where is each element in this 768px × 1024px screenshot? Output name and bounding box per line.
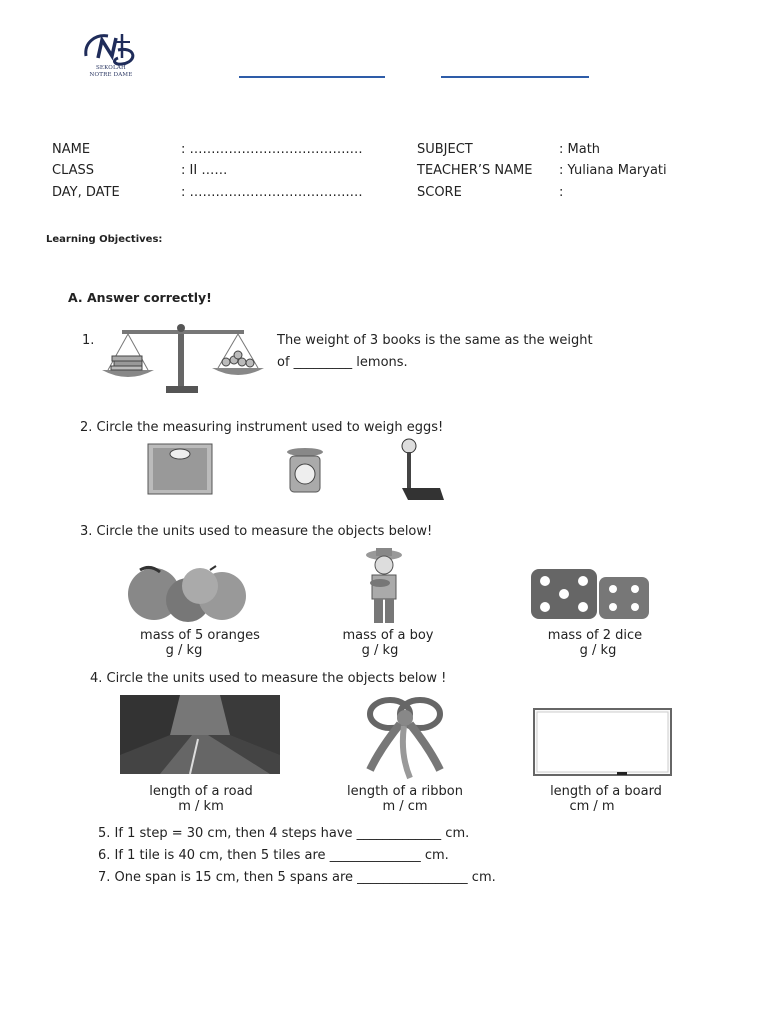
q4-units-board[interactable]: cm / m (569, 799, 615, 814)
q3-caption-boy: mass of a boy (342, 628, 434, 643)
section-a-heading: A. Answer correctly! (68, 290, 212, 305)
boy-image (356, 545, 412, 625)
name-value: : ……………………………….… (181, 142, 363, 157)
name-label: NAME (52, 142, 91, 157)
balance-scale-icon (100, 322, 266, 396)
body-weight-scale-icon (394, 438, 446, 502)
dice-icon (527, 565, 653, 621)
kitchen-scale-image (284, 446, 326, 494)
q4-caption-ribbon: length of a ribbon (347, 784, 463, 799)
header-rule-right (441, 76, 589, 78)
q3-caption-dice: mass of 2 dice (547, 628, 643, 643)
kitchen-scale-icon (284, 446, 326, 494)
q2-text: 2. Circle the measuring instrument used to weigh eggs! (80, 420, 444, 435)
school-logo (78, 28, 144, 80)
q5-text: 5. If 1 step = 30 cm, then 4 steps have _____________ cm. (98, 826, 470, 841)
q7-text: 7. One span is 15 cm, then 5 spans are _________________ cm. (98, 870, 496, 885)
teacher-label: TEACHER’S NAME (417, 163, 533, 178)
date-label: DAY, DATE (52, 185, 120, 200)
oranges-image (126, 564, 248, 622)
q6-text: 6. If 1 tile is 40 cm, then 5 tiles are ______________ cm. (98, 848, 449, 863)
class-label: CLASS (52, 163, 95, 178)
road-icon (120, 695, 280, 774)
score-value: : (559, 185, 564, 200)
q4-caption-road: length of a road (149, 784, 253, 799)
class-value: : II …… (181, 163, 228, 178)
q3-units-dice[interactable]: g / kg (579, 643, 617, 658)
road-image (120, 695, 280, 774)
subject-value: : Math (559, 142, 601, 157)
oranges-icon (126, 564, 248, 622)
q3-units-boy[interactable]: g / kg (361, 643, 399, 658)
teacher-value: : Yuliana Maryati (559, 163, 667, 178)
q1-line2: of _________ lemons. (277, 355, 408, 370)
body-scale-image (394, 438, 446, 502)
logo-line1: SEKOLAH (95, 65, 127, 71)
q4-units-ribbon[interactable]: m / cm (382, 799, 428, 814)
bathroom-scale-image (147, 443, 213, 495)
q3-caption-oranges: mass of 5 oranges (140, 628, 260, 643)
ribbon-bow-icon (360, 694, 450, 780)
date-value: : ……………………………….… (181, 185, 363, 200)
q4-units-road[interactable]: m / km (178, 799, 224, 814)
logo-line2: NOTRE DAME (89, 72, 133, 78)
dice-image (527, 565, 653, 621)
boy-icon (356, 545, 412, 625)
q4-caption-board: length of a board (550, 784, 662, 799)
board-image (533, 708, 672, 778)
learning-objectives-heading: Learning Objectives: (46, 234, 163, 245)
ribbon-image (360, 694, 450, 780)
q4-text: 4. Circle the units used to measure the objects below ! (90, 671, 447, 686)
q1-number: 1. (82, 333, 95, 348)
score-label: SCORE (417, 185, 462, 200)
bathroom-scale-icon (147, 443, 213, 495)
header-rule-left (239, 76, 385, 78)
q1-line1: The weight of 3 books is the same as the weight (277, 333, 593, 348)
subject-label: SUBJECT (417, 142, 473, 157)
q3-text: 3. Circle the units used to measure the objects below! (80, 524, 433, 539)
whiteboard-icon (533, 708, 672, 778)
balance-scale-image (100, 322, 266, 396)
q3-units-oranges[interactable]: g / kg (165, 643, 203, 658)
